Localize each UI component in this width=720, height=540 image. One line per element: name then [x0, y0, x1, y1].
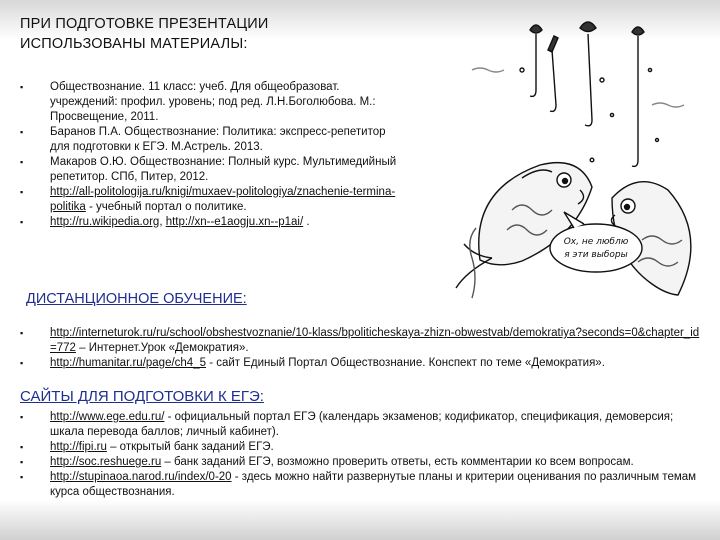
material-text: Обществознание. 11 класс: учеб. Для общеобразоват. учреждений: профил. уровень; под ред. Л.Н.Боголюбова. М.: Просвещение, 2011.: [50, 81, 376, 123]
list-item: [20, 440, 700, 455]
link-tail: .: [303, 216, 310, 228]
materials-list: [20, 80, 400, 230]
list-item: [20, 470, 700, 500]
president-link[interactable]: http://xn--e1aogju.xn--p1ai/: [165, 216, 304, 228]
humanitar-desc: - сайт Единый Портал Обществознание. Конспект по теме «Демократия».: [206, 357, 605, 369]
bullet-icon: ▪: [20, 457, 24, 467]
bullet-icon: ▪: [20, 157, 24, 167]
stupinaoa-desc: - здесь можно найти развернутые планы и критерии оценивания по различным темам курса обществознания.: [50, 471, 697, 498]
ege-heading: САЙТЫ ДЛЯ ПОДГОТОВКИ К ЕГЭ:: [20, 388, 264, 405]
bullet-icon: ▪: [20, 217, 24, 227]
list-item: [20, 185, 400, 215]
interneturok-desc: – Интернет.Урок «Демократия».: [75, 342, 249, 354]
humanitar-link[interactable]: http://humanitar.ru/page/ch4_5: [50, 357, 206, 369]
bullet-icon: ▪: [20, 442, 24, 452]
material-text: Макаров О.Ю. Обществознание: Полный курс. Мультимедийный репетитор. СПб, Питер, 2012.: [50, 156, 397, 183]
list-item: [20, 410, 700, 440]
bullet-icon: ▪: [20, 82, 24, 92]
reshuege-desc: – банк заданий ЕГЭ, возможно проверить ответы, есть комментарии ко всем вопросам.: [161, 456, 634, 468]
title-line-2: ИСПОЛЬЗОВАНЫ МАТЕРИАЛЫ:: [20, 36, 248, 52]
bullet-icon: ▪: [20, 187, 24, 197]
bullet-icon: ▪: [20, 328, 24, 338]
title-line-1: ПРИ ПОДГОТОВКЕ ПРЕЗЕНТАЦИИ: [20, 16, 269, 32]
ege-edu-desc: - официальный портал ЕГЭ (календарь экзаменов; кодификатор, спецификация, демоверсия; шкала перевода баллов; личный кабинет).: [50, 411, 674, 438]
list-item: [20, 80, 400, 125]
list-item: [20, 125, 400, 155]
bottom-shade: [0, 500, 720, 540]
list-item: [20, 155, 400, 185]
bullet-icon: ▪: [20, 472, 24, 482]
list-item: [20, 326, 700, 356]
bubble-text-2: я эти выборы: [564, 250, 628, 260]
wikipedia-link[interactable]: http://ru.wikipedia.org: [50, 216, 160, 228]
fipi-link[interactable]: http://fipi.ru: [50, 441, 107, 453]
distance-list: [20, 326, 700, 371]
ege-list: [20, 410, 700, 500]
material-link[interactable]: http://all-politologija.ru/knigi/muxaev-politologiya/znachenie-termina-politika: [50, 186, 396, 213]
bullet-icon: ▪: [20, 127, 24, 137]
distance-heading: ДИСТАНЦИОННОЕ ОБУЧЕНИЕ:: [26, 291, 247, 307]
ege-edu-link[interactable]: http://www.ege.edu.ru/: [50, 411, 165, 423]
material-link-desc: - учебный портал о политике.: [85, 201, 247, 213]
bubble-text-1: Ох, не люблю: [563, 237, 629, 247]
slide-title: [20, 14, 440, 54]
stupinaoa-link[interactable]: http://stupinaoa.narod.ru/index/0-20: [50, 471, 232, 483]
list-item: [20, 215, 400, 230]
bullet-icon: ▪: [20, 358, 24, 368]
list-item: [20, 455, 700, 470]
list-item: [20, 356, 700, 371]
fish-election-cartoon-icon: [452, 10, 708, 300]
fipi-desc: – открытый банк заданий ЕГЭ.: [106, 441, 274, 453]
reshuege-link[interactable]: http://soc.reshuege.ru: [50, 456, 162, 468]
interneturok-link[interactable]: http://interneturok.ru/ru/school/obshestvoznanie/10-klass/bpoliticheskaya-zhizn-obwestvab/demokratiya?seconds=0&chapter_id=772: [50, 327, 700, 354]
bullet-icon: ▪: [20, 412, 24, 422]
material-text: Баранов П.А. Обществознание: Политика: экспресс-репетитор для подготовки к ЕГЭ. М.Астрель. 2013.: [50, 126, 386, 153]
link-separator: ,: [159, 216, 166, 228]
